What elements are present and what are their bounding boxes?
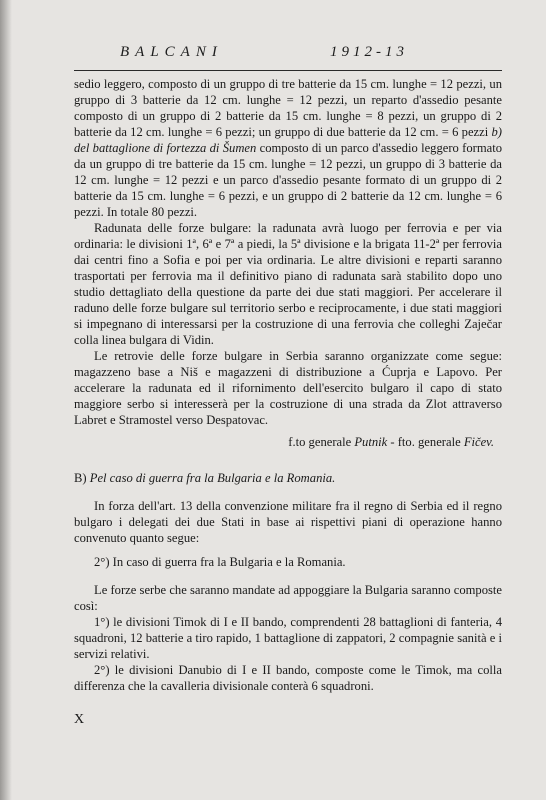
paragraph-1-rest: composto di un parco d'assedio leggero formato da un gruppo di tre batterie da 15 cm. lunghe = 12 pezzi, un gruppo di 3 batterie da 12 cm. lunghe = 12 pezzi e un parco d'assedio pesante formato di un gruppo di 2 batterie da 15 cm. lunghe = 6 pezzi, e un gruppo di 2 batterie da 12 cm. lunghe = 6 pezzi. In totale 80 pezzi. [74,141,502,219]
paragraph-1-italic: b) del battaglione di fortezza di Šumen [74,125,502,155]
paragraph-3: Le retrovie delle forze bulgare in Serbia saranno organizzate come segue: magazzeno base a Niš e magazzeni di distribuzione a Ćuprja e Lapovo. Per accelerare la radunata ed il rifornimento dell'esercito bulgaro il capo di stato maggiore serbo si interesserà per la costruzione di una strada da Zlot attraverso Labret e Stramostel verso Despatovac. [74,349,502,427]
section-label: B) [74,471,87,485]
paragraph-1-text: sedio leggero, composto di un gruppo di tre batterie da 15 cm. lunghe = 12 pezzi, un gruppo di 3 batterie da 12 cm. lunghe = 12 pezzi, un reparto d'assedio pesante composto di un gruppo di 2 batterie da 15 cm. lunghe = 8 pezzi, un gruppo di 2 batterie da 12 cm. lunghe = 6 pezzi; un gruppo di due batterie da 12 cm. = 6 pezzi [74,77,502,139]
paragraph-2: Radunata delle forze bulgare: la radunata avrà luogo per ferrovia e per via ordinaria: le divisioni 1ª, 6ª e 7ª a piedi, la 5ª divisione e la brigata 11-2ª per ferrovia dai centri fino a Sofia e poi per via ordinaria. Le altre divisioni e reparti saranno trasportati per ferrovia ma il definitivo piano di radunata sarà stabilito dopo uno studio dettagliato della questione da parte dei due stati maggiori. Per accelerare il raduno delle forze bulgare sul territorio serbo e reciprocamente, i due stati maggiori si impegnano di interessarsi per la costruzione di una ferrovia che colleghi Zaječar colla linea bulgara di Vidin. [74,221,502,347]
signature-line [74,434,502,450]
paragraph-6: Le forze serbe che saranno mandate ad appoggiare la Bulgaria saranno composte così: [74,583,502,613]
paragraph-8: 2°) le divisioni Danubio di I e II bando, composte come le Timok, ma colla differenza che la cavalleria divisionale conterà 6 squadroni. [74,663,502,693]
paragraph-5: 2°) In caso di guerra fra la Bulgaria e la Romania. [94,555,346,569]
body-text [74,76,502,694]
section-heading [74,470,502,486]
header-years: 1912-13 [330,44,408,60]
signature-name-putnik: Putnik [354,435,388,449]
paragraph-7: 1°) le divisioni Timok di I e II bando, comprendenti 28 battaglioni di fanteria, 4 squadroni, 12 batterie a tiro rapido, 1 battaglione di zappatori, 2 compagnie sanità e i servizi relativi. [74,615,502,661]
signature-name-fichev: Fičev. [463,435,494,449]
paragraph-4: In forza dell'art. 13 della convenzione militare fra il regno di Serbia ed il regno bulgaro i delegati dei due Stati in base ai rispettivi piani di operazione hanno convenuto quanto segue: [74,499,502,545]
section-title: Pel caso di guerra fra la Bulgaria e la Romania. [89,471,336,485]
signature-prefix: f.to generale [288,435,352,449]
binding-shadow [0,0,12,800]
signature-mid: - fto. generale [387,435,464,449]
signature-mark: X [74,712,85,727]
paragraph-1 [74,76,502,220]
header-rule [74,70,502,71]
header-title: BALCANI [120,44,223,60]
